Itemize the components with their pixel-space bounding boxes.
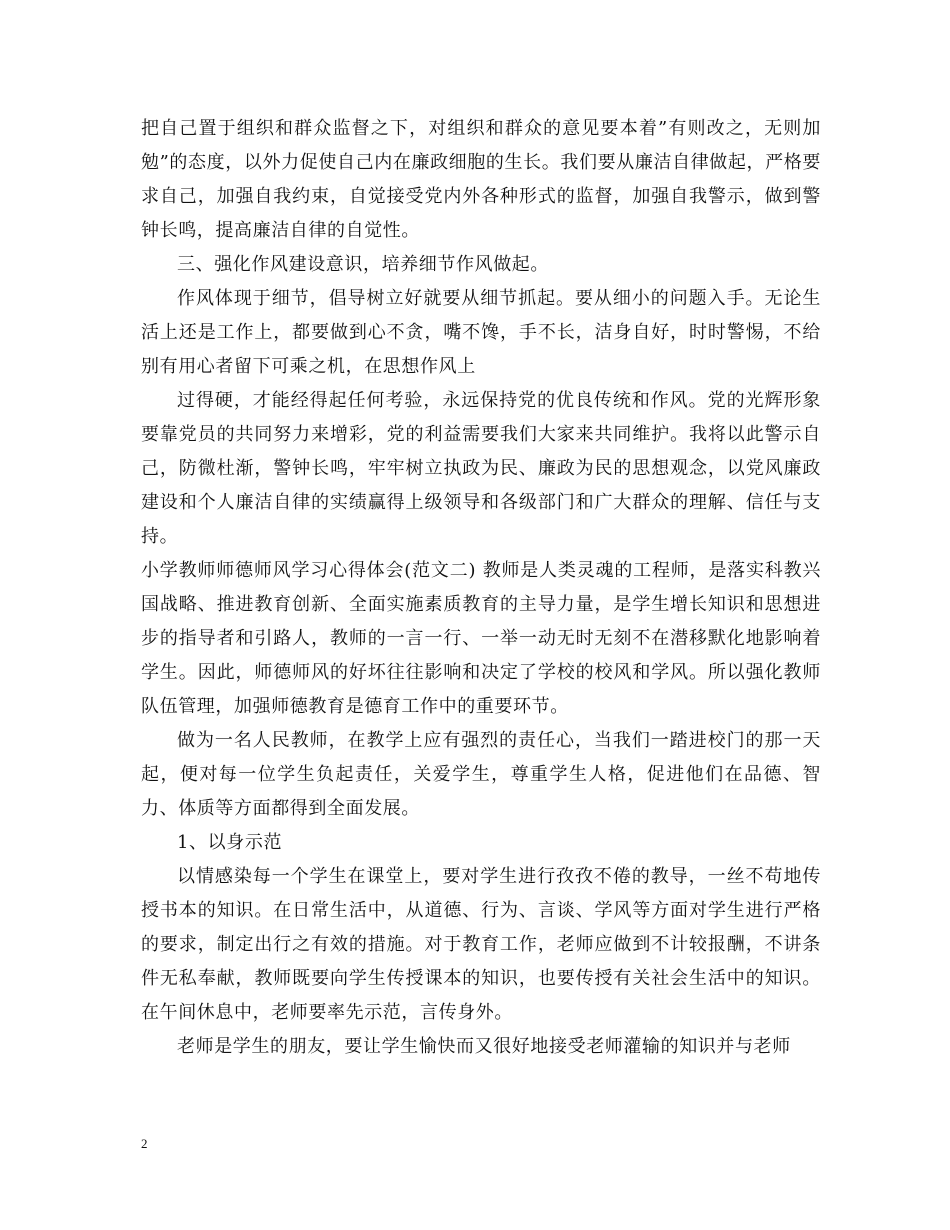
paragraph-6: 做为一名人民教师，在教学上应有强烈的责任心，当我们一踏进校门的那一天起，便对每一位学生负起责任，关爱学生，尊重学生人格，促进他们在品德、智力、体质等方面都得到全面发展。 — [141, 730, 821, 819]
paragraph-4: 过得硬，才能经得起任何考验，永远保持党的优良传统和作风。党的光辉形象要靠党员的共同努力来增彩，党的利益需要我们大家来共同维护。我将以此警示自己，防微杜渐，警钟长鸣，牢牢树立执政为民、廉政为民的思想观念，以党风廉政建设和个人廉洁自律的实绩赢得上级领导和各级部门和广大群众的理解、信任与支持。 — [141, 390, 821, 547]
paragraph-5: 小学教师师德师风学习心得体会(范文二) 教师是人类灵魂的工程师，是落实科教兴国战略、推进教育创新、全面实施素质教育的主导力量，是学生增长知识和思想进步的指导者和引路人，教师的一言一行、一举一动无时无刻不在潜移默化地影响着学生。因此，师德师风的好坏往往影响和决定了学校的校风和学风。所以强化教师队伍管理，加强师德教育是德育工作中的重要环节。 — [141, 560, 822, 717]
subheading-1: 1、以身示范 — [177, 832, 283, 853]
paragraph-8: 以情感染每一个学生在课堂上，要对学生进行孜孜不倦的教导，一丝不苟地传授书本的知识。在日常生活中，从道德、行为、言谈、学风等方面对学生进行严格的要求，制定出行之有效的措施。对于教育工作，老师应做到不计较报酬，不讲条件无私奉献，教师既要向学生传授课本的知识，也要传授有关社会生活中的知识。在午间休息中，老师要率先示范，言传身外。 — [141, 866, 821, 1023]
page-number: 2 — [141, 1136, 148, 1151]
section-heading-three: 三、强化作风建设意识，培养细节作风做起。 — [177, 254, 549, 275]
paragraph-1: 把自己置于组织和群众监督之下，对组织和群众的意见要本着”有则改之，无则加勉”的态度，以外力促使自己内在廉政细胞的生长。我们要从廉洁自律做起，严格要求自己，加强自我约束，自觉接受党内外各种形式的监督，加强自我警示，做到警钟长鸣，提高廉洁自律的自觉性。 — [141, 118, 821, 241]
paragraph-3: 作风体现于细节，倡导树立好就要从细节抓起。要从细小的问题入手。无论生活上还是工作上，都要做到心不贪，嘴不馋，手不长，洁身自好，时时警惕，不给别有用心者留下可乘之机，在思想作风上 — [141, 288, 821, 377]
document-body — [141, 112, 821, 1064]
paragraph-9: 老师是学生的朋友，要让学生愉快而又很好地接受老师灌输的知识并与老师 — [177, 1036, 791, 1057]
